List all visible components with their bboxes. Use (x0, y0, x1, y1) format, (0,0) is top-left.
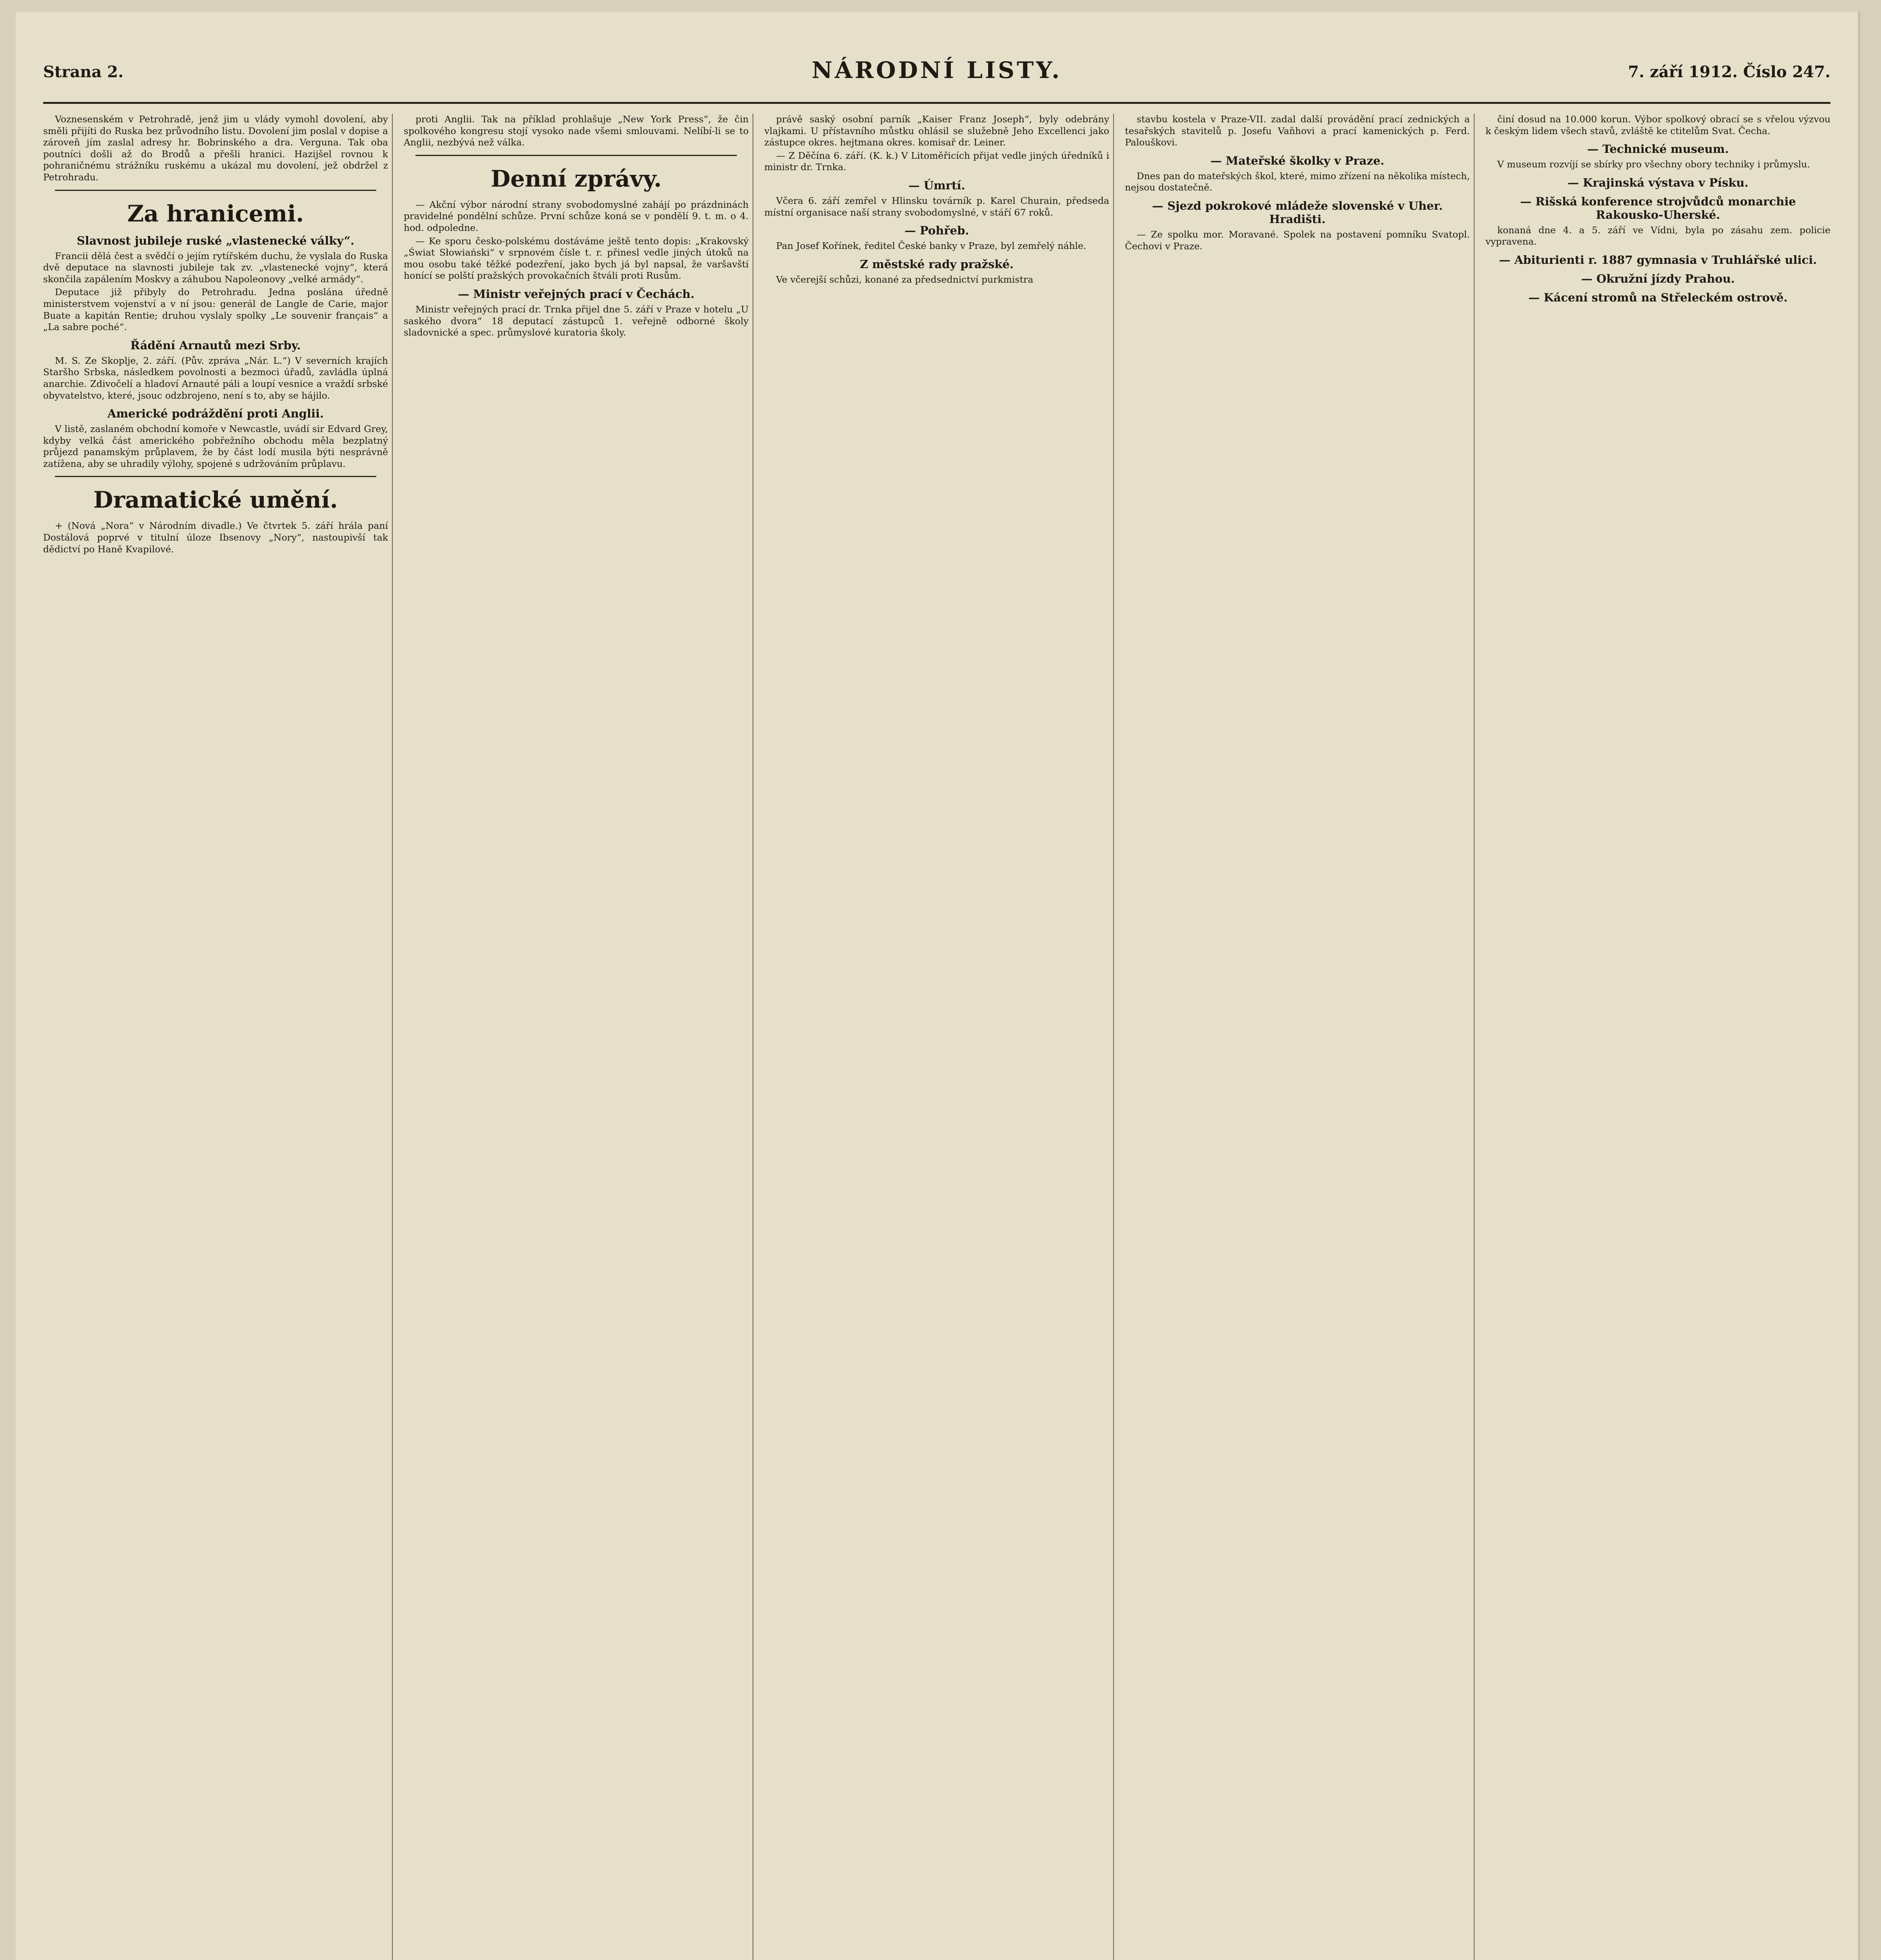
article-text: M. S. Ze Skoplje, 2. září. (Pův. zpráva „Nár. L.“) V severních krajích Staršho Srbska, následkem povolnosti a bezmoci úřadů, zavládla úplná anarchie. Zdivočelí a hladoví Arnauté páli a loupí vesnice a vraždí srbské obyvatelstvo, které, jsouc odzbrojeno, není s to, aby se hájilo. (43, 355, 388, 401)
newspaper-page (16, 12, 1860, 1960)
article-text: Dnes pan do mateřských škol, které, mimo zřízení na několika místech, nejsou dostatečně. (1125, 170, 1470, 193)
article-heading: Řádění Arnautů mezi Srby. (130, 338, 301, 352)
article-heading: — Okružní jízdy Prahou. (1581, 272, 1735, 285)
article-heading: — Ministr veřejných prací v Čechách. (458, 287, 695, 301)
column-2 (404, 114, 749, 1960)
article-heading: Slavnost jubileje ruské „vlastenecké války“. (76, 234, 355, 247)
issue-date: 7. září 1912. Číslo 247. (1628, 63, 1830, 81)
article-heading: Americké podráždění proti Anglii. (107, 407, 324, 421)
section-heading: Dramatické umění. (93, 486, 338, 514)
article-heading: Z městské rady pražské. (860, 257, 1014, 271)
article-text: proti Anglii. Tak na příklad prohlašuje „New York Press“, že čin spolkového kongresu stojí vysoko nade všemi smlouvami. Nelíbí-li se to Anglii, nezbývá než válka. (404, 114, 749, 148)
article-text: V listě, zaslaném obchodní komoře v Newcastle, uvádí sir Edvard Grey, kdyby velká část amerického pobřežního obchodu měla bezplatný průjezd panamským průplavem, že by část lodí musila býti nesprávně zatížena, aby se uhradily výlohy, spojené s udržováním průplavu. (43, 423, 388, 469)
page-number: Strana 2. (43, 63, 124, 81)
article-text: + (Nová „Nora“ v Národním divadle.) Ve čtvrtek 5. září hrála paní Dostálová poprvé v titulní úloze Ibsenovy „Nory“, nastoupivší tak dědictví po Haně Kvapilové. (43, 520, 388, 555)
article-heading: — Rišská konference strojvůdců monarchie Rakousko-Uherské. (1520, 194, 1796, 221)
article-text: Ve včerejší schůzi, konané za předsednictví purkmistra (776, 274, 1034, 285)
article-heading: — Kácení stromů na Střeleckém ostrově. (1528, 290, 1788, 304)
article-text: — Ze spolku mor. Moravané. Spolek na postavení pomníku Svatopl. Čechovi v Praze. (1125, 229, 1470, 252)
column-divider (1474, 114, 1475, 1960)
article-text: Francii dělá čest a svědčí o jejím rytířském duchu, že vyslala do Ruska dvě deputace na slavnosti jubileje tak zv. „vlastenecké vojny“, která skončila zapálením Moskvy a záhubou Napoleonovy „velké armády“. (43, 250, 388, 285)
article-text: právě saský osobní parník „Kaiser Franz Joseph“, byly odebrány vlajkami. U přístavního můstku ohlásil se služebně Jeho Excellenci jako zástupce okres. hejtmana okres. komisař dr. Leiner. (764, 114, 1109, 148)
article-text: — Z Děčína 6. září. (K. k.) V Litoměřicích přijat vedle jiných úředníků i ministr dr. Trnka. (764, 150, 1109, 173)
column-1 (43, 114, 388, 1960)
article-text: stavbu kostela v Praze-VII. zadal další provádění prací zednických a tesařských stavitelů p. Josefu Vaňhovi a prací kamenických p. Ferd. Palouškovi. (1125, 114, 1470, 148)
article-text: Voznesenském v Petrohradě, jenž jim u vlády vymohl dovolení, aby směli přijíti do Ruska bez průvodního listu. Dovolení jim poslal v dopise a zároveň jím zaslal adresy hr. Bobrinského a dra. Verguna. Tak oba poutníci došli až do Brodů a přešli hranici. Hazijšel rovnou k pohraničnému strážníku ruskému a ukázal mu dovolení, jež obdržel z Petrohradu. (43, 114, 388, 183)
section-heading: Denní zprávy. (490, 165, 662, 192)
article-text: Včera 6. září zemřel v Hlinsku továrník p. Karel Churain, předseda místní organisace naší strany svobodomyslné, v stáří 67 roků. (764, 195, 1109, 218)
column-4 (1125, 114, 1470, 1960)
article-heading: — Pohřeb. (904, 224, 969, 238)
article-heading: — Krajinská výstava v Písku. (1567, 176, 1749, 189)
section-rule (55, 476, 376, 477)
column-divider (1113, 114, 1114, 1960)
article-text: Ministr veřejných prací dr. Trnka přijel dne 5. září v Praze v hotelu „U saského dvora“ 18 deputací zástupců 1. veřejně odborné školy sladovnické a spec. průmyslové kuratoria školy. (404, 303, 749, 338)
header-rule (43, 102, 1830, 104)
article-text: — Ke sporu česko-polskému dostáváme ještě tento dopis: „Krakovský „Świat Słowiański“ v srpnovém čísle t. r. přinesl vedle jiných útoků na mou osobu také těžké podezření, jako bych já byl napsal, že varšavští honící se polští pražských provokačních štváli proti Rusům. (404, 235, 749, 281)
article-text: Pan Josef Kořínek, ředitel České banky v Praze, byl zemřelý náhle. (776, 240, 1087, 252)
section-rule (55, 190, 376, 191)
section-heading: Za hranicemi. (127, 200, 304, 227)
article-text: V museum rozvíjí se sbírky pro všechny obory techniky i průmyslu. (1497, 159, 1810, 170)
section-rule (415, 155, 737, 156)
article-text: činí dosud na 10.000 korun. Výbor spolkový obrací se s vřelou výzvou k českým lidem všech stavů, zvláště ke ctitelům Svat. Čecha. (1486, 114, 1830, 136)
column-5 (1486, 114, 1830, 1960)
article-heading: — Technické museum. (1587, 142, 1729, 156)
article-heading: — Mateřské školky v Praze. (1210, 154, 1384, 167)
page-header (43, 59, 1830, 98)
article-heading: — Abiturienti r. 1887 gymnasia v Truhlářské ulici. (1499, 253, 1817, 267)
article-text: — Akční výbor národní strany svobodomyslné zahájí po prázdninách pravidelné pondělní schůze. První schůze koná se v pondělí 9. t. m. o 4. hod. odpoledne. (404, 199, 749, 233)
article-text: konaná dne 4. a 5. září ve Vídni, byla po zásahu zem. policie vypravena. (1486, 224, 1830, 247)
column-3 (764, 114, 1109, 1960)
masthead-title: NÁRODNÍ LISTY. (811, 57, 1062, 83)
article-heading: — Úmrtí. (908, 178, 965, 192)
column-divider (392, 114, 393, 1960)
article-heading: — Sjezd pokrokové mládeže slovenské v Uher. Hradišti. (1152, 199, 1443, 226)
article-text: Deputace již přibyly do Petrohradu. Jedna poslána úředně ministerstvem vojenství a v ní jsou: generál de Langle de Carie, major Buate a kapitán Rentie; druhou vyslaly spolky „Le souvenir français“ a „La sabre poché“. (43, 287, 388, 333)
